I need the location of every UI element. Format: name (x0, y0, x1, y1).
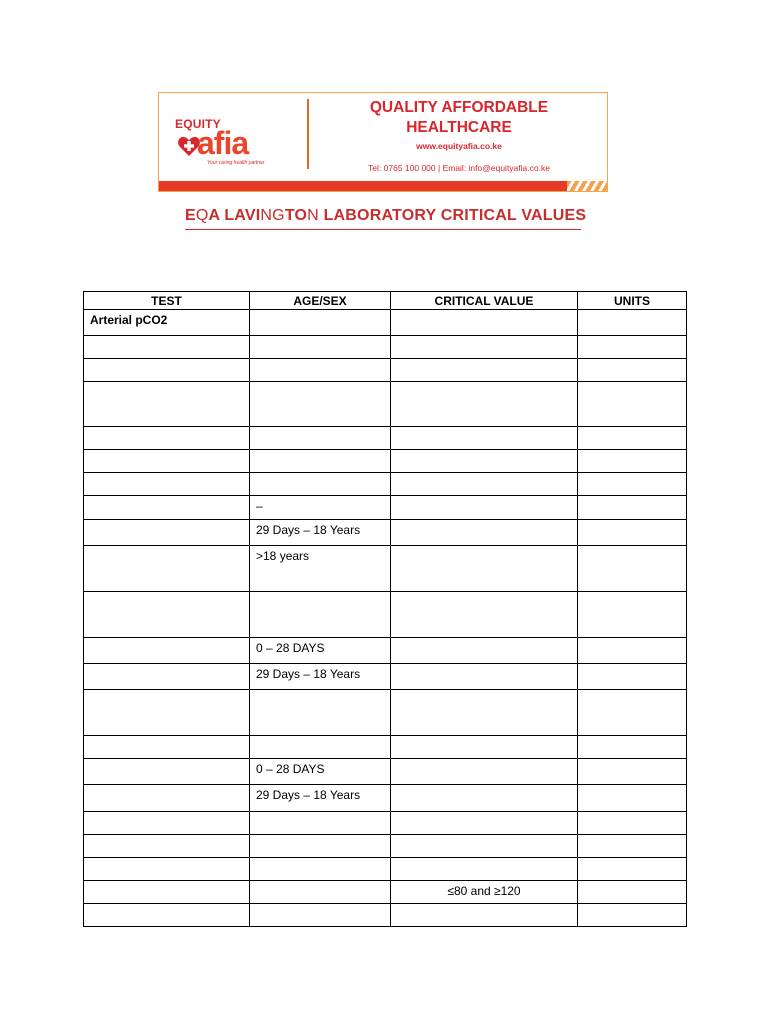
cell-units (578, 473, 687, 496)
cell-test (84, 450, 250, 473)
cell-age-sex (250, 336, 391, 359)
cell-age-sex (250, 858, 391, 881)
table-header-row (84, 292, 687, 310)
title-part: NG (260, 207, 285, 224)
cell-critical-value (391, 638, 578, 664)
cell-critical-value (391, 904, 578, 927)
cell-test (84, 336, 250, 359)
cell-critical-value (391, 736, 578, 759)
cell-test (84, 473, 250, 496)
cell-units (578, 881, 687, 904)
cell-critical-value: ≤80 and ≥120 (391, 881, 578, 904)
cell-test (84, 382, 250, 427)
table-row (84, 382, 687, 427)
logo-tagline: Your caring health partner (207, 160, 265, 166)
cell-age-sex (250, 812, 391, 835)
cell-critical-value (391, 450, 578, 473)
headline-line-1: QUALITY AFFORDABLE (369, 99, 549, 116)
cell-test (84, 785, 250, 812)
cell-age-sex: 0 – 28 DAYS (250, 638, 391, 664)
banner-headline (323, 98, 595, 138)
title-part: LABORATORY CRITICAL VALUES (318, 207, 587, 224)
critical-values-table (83, 291, 687, 927)
table-row (84, 664, 687, 690)
table-row (84, 904, 687, 927)
cell-units (578, 592, 687, 638)
cell-age-sex (250, 835, 391, 858)
cell-test (84, 638, 250, 664)
cell-units (578, 450, 687, 473)
equity-afia-logo (169, 113, 299, 173)
cell-test (84, 546, 250, 592)
cell-units (578, 785, 687, 812)
banner-hatch (567, 181, 607, 191)
cell-test (84, 427, 250, 450)
logo-word-equity: EQUITY (175, 117, 221, 131)
cell-units (578, 520, 687, 546)
table-row (84, 858, 687, 881)
cell-critical-value (391, 858, 578, 881)
cell-units (578, 359, 687, 382)
cell-age-sex (250, 881, 391, 904)
table-row (84, 638, 687, 664)
cell-critical-value (391, 592, 578, 638)
table-row (84, 592, 687, 638)
banner-stripe (159, 181, 607, 191)
title-part: TO (284, 207, 308, 224)
cell-age-sex (250, 359, 391, 382)
cell-age-sex (250, 450, 391, 473)
cell-units (578, 835, 687, 858)
cell-test (84, 904, 250, 927)
cell-critical-value (391, 812, 578, 835)
cell-units (578, 664, 687, 690)
cell-test (84, 858, 250, 881)
table-row (84, 546, 687, 592)
title-part: A LAVI (208, 207, 261, 224)
banner-divider (307, 99, 309, 169)
table-row (84, 881, 687, 904)
cell-test (84, 520, 250, 546)
cell-age-sex (250, 592, 391, 638)
cell-test (84, 759, 250, 785)
cell-test (84, 881, 250, 904)
title-underline (185, 229, 581, 230)
cell-age-sex (250, 427, 391, 450)
cell-age-sex: 29 Days – 18 Years (250, 520, 391, 546)
cell-units (578, 858, 687, 881)
cell-units (578, 736, 687, 759)
cell-test: Arterial pCO2 (84, 310, 250, 336)
cell-critical-value (391, 310, 578, 336)
header-banner (158, 92, 608, 192)
table-row (84, 496, 687, 520)
table-row (84, 427, 687, 450)
cell-units (578, 904, 687, 927)
cell-critical-value (391, 835, 578, 858)
page-title (185, 207, 586, 225)
table-row (84, 359, 687, 382)
cell-test (84, 736, 250, 759)
header-units: UNITS (578, 292, 687, 310)
table-body (84, 310, 687, 927)
headline-line-2: HEALTHCARE (406, 119, 512, 136)
banner-website: www.equityafia.co.ke (416, 141, 502, 151)
cell-critical-value (391, 759, 578, 785)
cell-critical-value (391, 546, 578, 592)
table-row (84, 450, 687, 473)
cell-critical-value (391, 496, 578, 520)
cell-critical-value (391, 473, 578, 496)
cell-test (84, 835, 250, 858)
cell-test (84, 812, 250, 835)
table-row (84, 835, 687, 858)
cell-age-sex: 29 Days – 18 Years (250, 785, 391, 812)
cell-age-sex (250, 382, 391, 427)
cell-test (84, 664, 250, 690)
cell-units (578, 759, 687, 785)
header-test: TEST (84, 292, 250, 310)
cell-age-sex: >18 years (250, 546, 391, 592)
cell-critical-value (391, 520, 578, 546)
cell-units (578, 690, 687, 736)
table-row (84, 812, 687, 835)
cell-age-sex: – (250, 496, 391, 520)
cell-age-sex (250, 310, 391, 336)
cell-age-sex: 0 – 28 DAYS (250, 759, 391, 785)
table-row (84, 759, 687, 785)
table-row (84, 520, 687, 546)
cell-age-sex (250, 473, 391, 496)
logo-word-afia: afia (197, 125, 249, 161)
header-critical-value: CRITICAL VALUE (391, 292, 578, 310)
cell-test (84, 592, 250, 638)
cell-age-sex (250, 690, 391, 736)
header-age-sex: AGE/SEX (250, 292, 391, 310)
cell-critical-value (391, 382, 578, 427)
cell-critical-value (391, 427, 578, 450)
table-row (84, 690, 687, 736)
title-part: E (185, 207, 196, 224)
table-row (84, 310, 687, 336)
cell-critical-value (391, 785, 578, 812)
title-part: Q (195, 207, 209, 224)
cell-units (578, 427, 687, 450)
cell-age-sex: 29 Days – 18 Years (250, 664, 391, 690)
cell-age-sex (250, 904, 391, 927)
cell-units (578, 310, 687, 336)
cell-critical-value (391, 664, 578, 690)
banner-contact: Tel: 0765 100 000 | Email: info@equityafia.co.ke (368, 163, 550, 173)
cell-critical-value (391, 336, 578, 359)
title-part: N (307, 207, 319, 224)
cell-units (578, 336, 687, 359)
cell-test (84, 359, 250, 382)
cell-critical-value (391, 690, 578, 736)
table-row (84, 785, 687, 812)
cell-age-sex (250, 736, 391, 759)
table-row (84, 473, 687, 496)
table-row (84, 736, 687, 759)
table-row (84, 336, 687, 359)
cell-units (578, 812, 687, 835)
cell-critical-value (391, 359, 578, 382)
cell-test (84, 496, 250, 520)
cell-units (578, 546, 687, 592)
cell-units (578, 382, 687, 427)
cell-units (578, 496, 687, 520)
cell-units (578, 638, 687, 664)
cell-test (84, 690, 250, 736)
